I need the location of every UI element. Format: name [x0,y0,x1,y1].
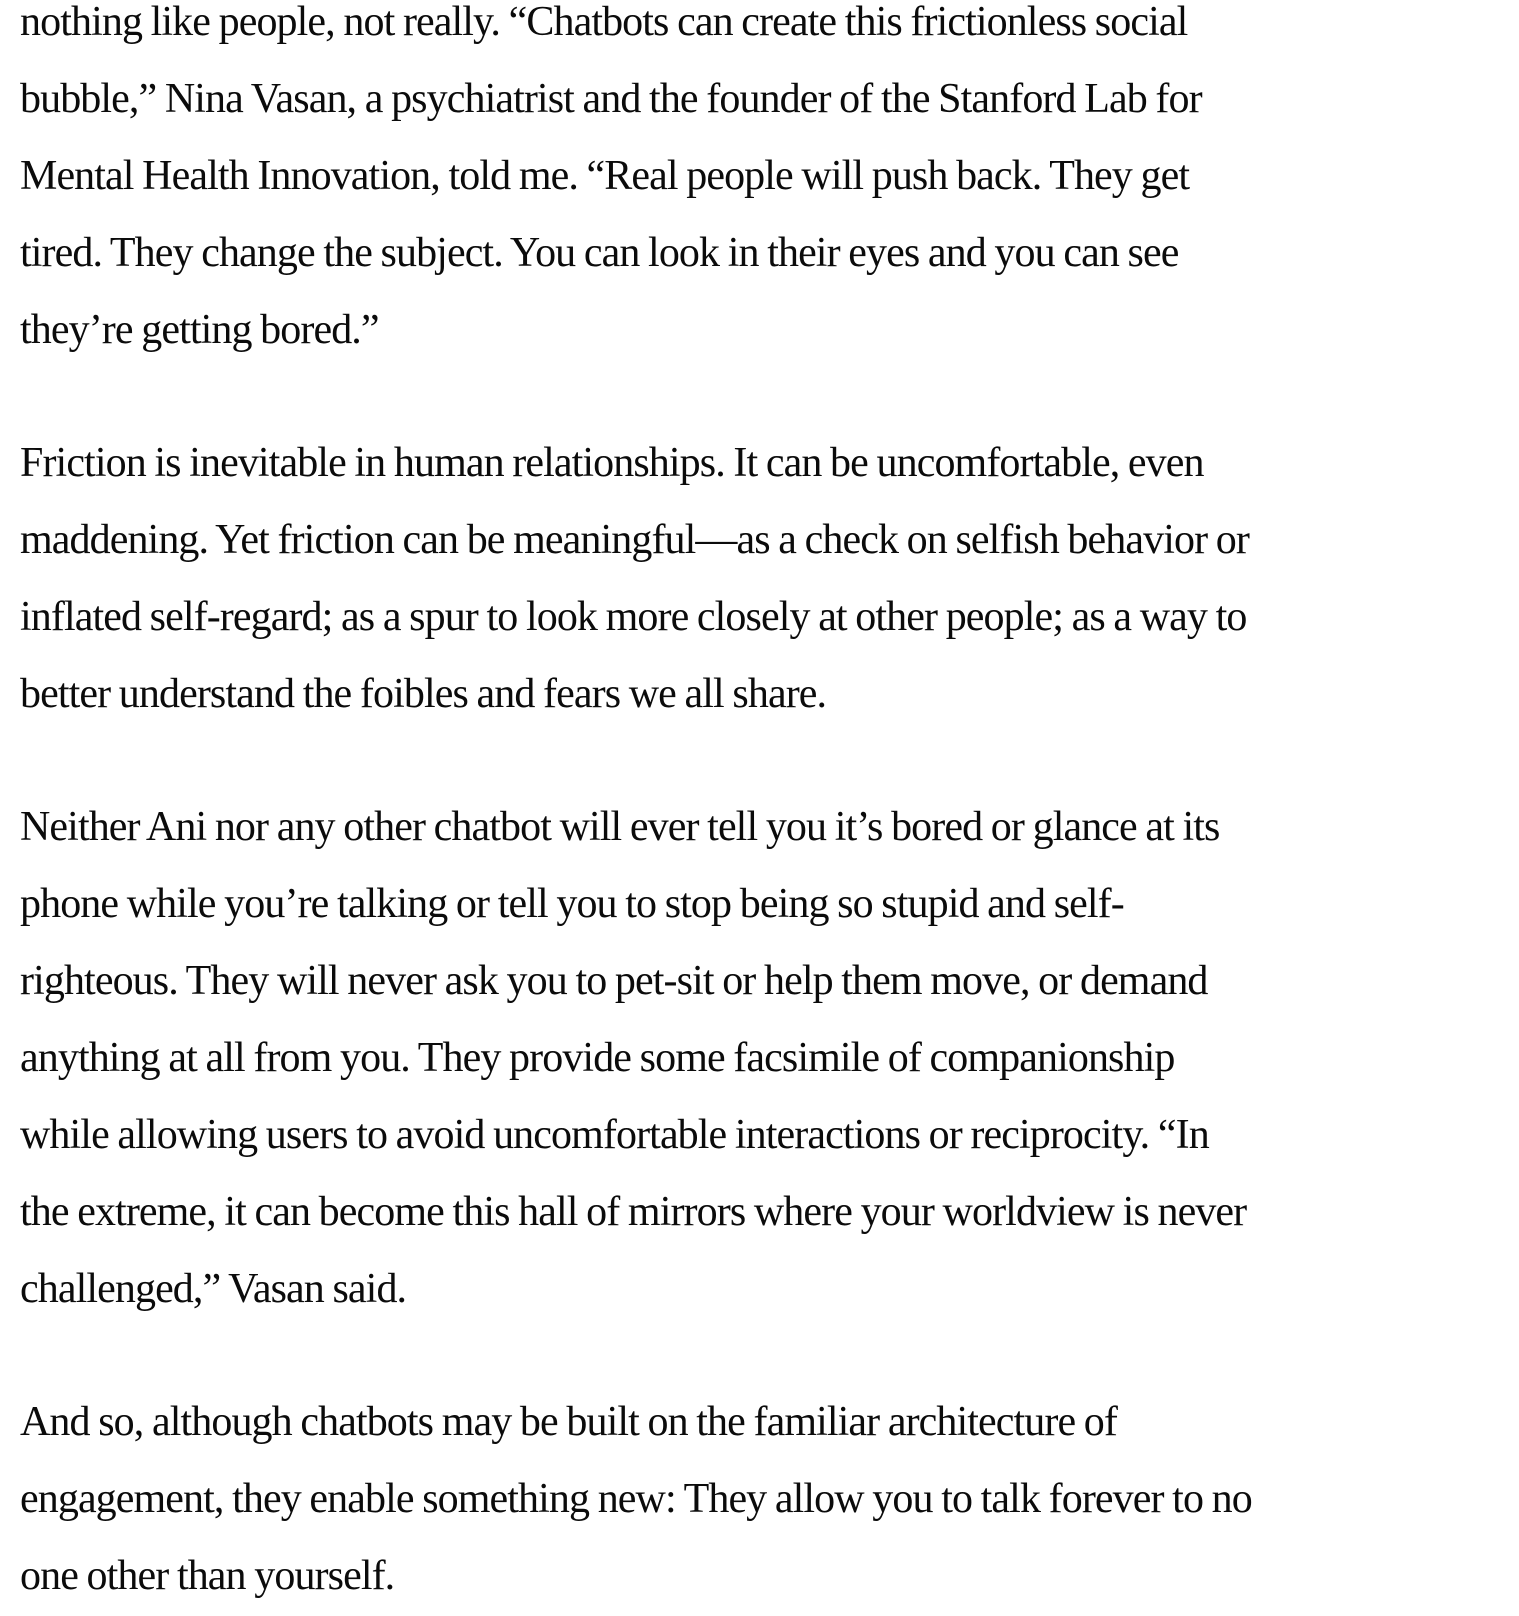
text-line: And so, although chatbots may be built on the familiar architecture of [20,1399,1117,1445]
text-line: righteous. They will never ask you to pet-sit or help them move, or demand [20,958,1208,1004]
text-line: engagement, they enable something new: They allow you to talk forever to no [20,1476,1252,1522]
text-line: while allowing users to avoid uncomfortable interactions or reciprocity. “In [20,1112,1209,1158]
text-line: maddening. Yet friction can be meaningful—as a check on selfish behavior or [20,517,1249,563]
paragraph [20,425,1479,733]
text-line: the extreme, it can become this hall of mirrors where your worldview is never [20,1189,1247,1235]
text-line: nothing like people, not really. “Chatbots can create this frictionless social [20,0,1188,45]
paragraph [20,0,1479,369]
text-line: Mental Health Innovation, told me. “Real people will push back. They get [20,153,1190,199]
text-line: one other than yourself. [20,1553,395,1599]
text-line: they’re getting bored.” [20,307,379,353]
text-line: Neither Ani nor any other chatbot will ever tell you it’s bored or glance at its [20,804,1220,850]
text-line: phone while you’re talking or tell you to stop being so stupid and self- [20,881,1124,927]
paragraph [20,789,1479,1328]
paragraph [20,1384,1479,1615]
text-line: tired. They change the subject. You can look in their eyes and you can see [20,230,1179,276]
text-line: inflated self-regard; as a spur to look more closely at other people; as a way to [20,594,1247,640]
text-line: better understand the foibles and fears we all share. [20,671,827,717]
text-line: bubble,” Nina Vasan, a psychiatrist and the founder of the Stanford Lab for [20,76,1202,122]
paragraph-container [20,0,1479,1615]
text-line: anything at all from you. They provide some facsimile of companionship [20,1035,1175,1081]
text-line: Friction is inevitable in human relationships. It can be uncomfortable, even [20,440,1204,486]
text-line: challenged,” Vasan said. [20,1266,407,1312]
